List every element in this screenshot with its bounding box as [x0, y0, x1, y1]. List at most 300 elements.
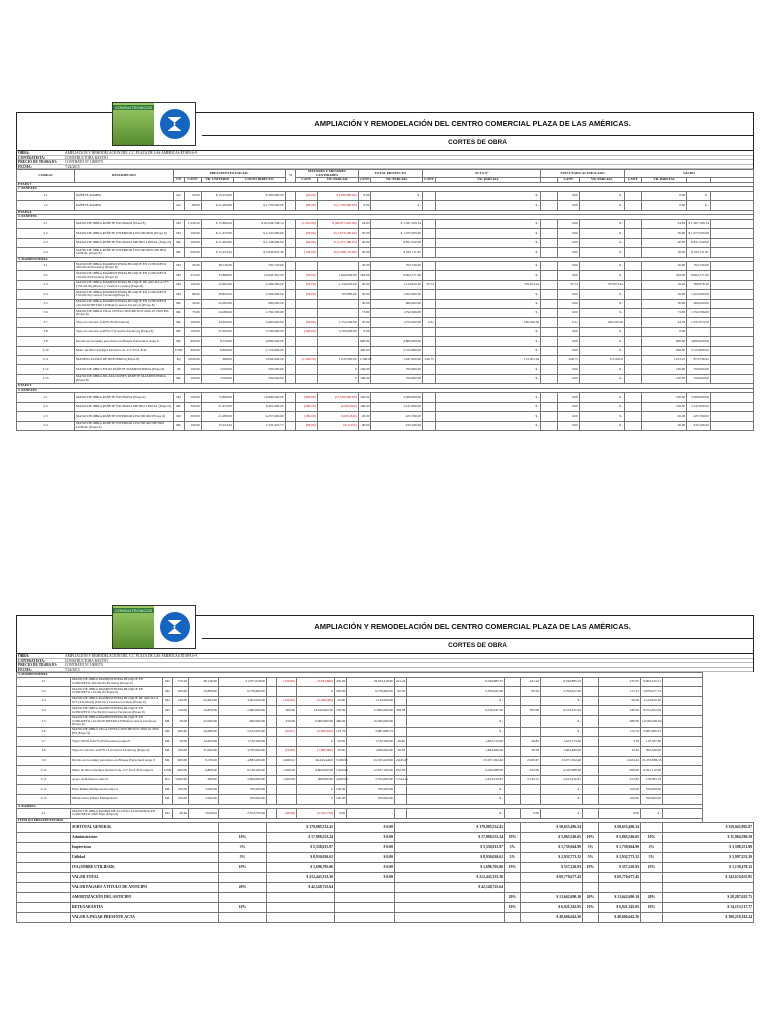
direct-cost: 762,720.00: [233, 262, 285, 271]
unit: ML: [163, 727, 173, 737]
quantity: 200.00: [173, 687, 189, 697]
spacer: [505, 687, 521, 697]
col-cant: CANT.: [184, 178, 201, 183]
executed-quantity: 0.00: [558, 248, 579, 257]
delta-quantity: (100.00): [277, 696, 297, 706]
pct: [267, 794, 277, 804]
table-row: [17, 794, 754, 804]
spacer: [624, 290, 641, 299]
summary-changes: $ 0.00: [335, 873, 395, 883]
summary-pct: [219, 913, 267, 923]
summary-pct: 20%: [219, 883, 267, 893]
projected-quantity: 1,500.00: [358, 356, 371, 365]
balance-value: $ -: [641, 809, 663, 819]
delta-quantity: [296, 365, 317, 374]
unit-price: 3,500.00: [189, 785, 219, 795]
sheet-page-2: [16, 608, 754, 1015]
direct-cost: 1,525,423.73: [233, 421, 285, 430]
executed-value: $ -: [579, 374, 624, 383]
quantity: 100.00: [184, 327, 201, 336]
pct: [285, 238, 296, 247]
balance-quantity: 480.00: [599, 715, 641, 727]
item-code: 3.4: [17, 706, 71, 716]
quantity: 30.00: [184, 299, 201, 308]
acta-quantity: 246.75: [423, 356, 436, 365]
acta-value: $ -: [435, 393, 540, 402]
table-row: [17, 346, 754, 355]
projected-quantity: 100.00: [335, 785, 347, 795]
unit: UND: [173, 346, 184, 355]
item-code: 2.1: [17, 393, 75, 402]
unit: M2: [173, 271, 184, 280]
acta-quantity: [423, 412, 436, 421]
quantity: 120.00: [173, 706, 189, 716]
item-description: MANEJO ACERO DE REFUERZO (Etapa 8): [75, 356, 174, 365]
section-label: 7. PAÑETES: [17, 187, 754, 192]
projected-value: 2,792,000.00: [347, 775, 395, 785]
spacer: [710, 327, 753, 336]
balance-value: 2,981,980.23: [641, 727, 663, 737]
item-description: Viga en concreto 0,40*0,15 (Cuartos Técnicos) (Etapa 8): [75, 327, 174, 336]
unit: ML: [173, 327, 184, 336]
executed-quantity: 0.00: [558, 337, 579, 346]
balance-quantity: 24.83: [642, 219, 687, 228]
section-label: ETAPA 9: [17, 384, 754, 389]
balance-quantity: 235.05: [599, 677, 641, 687]
projected-value: 8,962,371.00: [371, 271, 423, 280]
acta-value: $ -: [435, 248, 540, 257]
table-row: [17, 219, 754, 228]
item-description: MANO DE OBRA MAMPOSTERIA BLOQUE EN CONCRETO 15x19x19 (Cuartos Técnicos)(Etapa 8): [75, 290, 174, 299]
summary-label: Utilidad: [71, 853, 219, 863]
balance-value: 610,169.49: [687, 421, 711, 430]
unit: ML: [163, 785, 173, 795]
spacer: [663, 756, 703, 766]
summary-executed: [599, 883, 641, 893]
item-description: MANO DE OBRA MAMPOSTERIA BLOQUE EN CONCRETO 14x19x39 METRO LINEAL(Cuartos Técnicos) (Etapa 8): [75, 299, 174, 308]
unit-price: 33,898.00: [201, 271, 233, 280]
col-vr-parcial: VR. PARCIAL: [435, 178, 540, 183]
unit: ML: [173, 318, 184, 327]
direct-cost: 660,000.00: [233, 299, 285, 308]
page-title: AMPLIACIÓN Y REMODELACIÓN DEL CENTRO COMERCIAL PLAZA DE LAS AMÉRICAS.: [314, 118, 631, 128]
item-code: 3.2: [17, 271, 75, 280]
spacer: [710, 238, 753, 247]
unit: ML: [173, 421, 184, 430]
delta-quantity: (100.00): [296, 327, 317, 336]
summary-changes: [335, 883, 395, 893]
acta-quantity: [395, 809, 407, 819]
acta-quantity: [423, 262, 436, 271]
table-row: [17, 775, 754, 785]
summary-row: [17, 833, 754, 843]
unit-price: $ 15,890.00: [201, 219, 233, 228]
quantity: 100.00: [184, 318, 201, 327]
col-total-proyectado: TOTAL PROYECTO: [358, 170, 422, 178]
balance-value: 350,000.00: [641, 794, 663, 804]
col-costo-directo: COSTO DIRECTO: [233, 178, 285, 183]
item-code: 2.3: [17, 238, 75, 247]
item-description: MANO DE OBRA MAMPOSTERIA BLOQUE DE ARCILLA N°5 (33x19x19) (Ductos y Cuartos Locales) (Etapa 9): [71, 696, 163, 706]
direct-cost: 350,000.00: [219, 785, 267, 795]
unit-price: 24,286.00: [201, 309, 233, 318]
balance-value: 385,540.00: [641, 746, 663, 756]
acta-value: $ -: [435, 201, 540, 210]
balance-quantity: 122.79: [599, 727, 641, 737]
projected-quantity: 73.80: [358, 309, 371, 318]
spacer: [541, 271, 558, 280]
info-value: 7/24/2015: [65, 164, 80, 169]
spacer: [710, 346, 753, 355]
balance-value: 3,389,000.00: [687, 393, 711, 402]
unit: ML: [173, 248, 184, 257]
acta-value: $ -: [435, 229, 540, 238]
info-key: FECHA:: [18, 667, 32, 672]
item-description: MANO DE OBRA PAÑETE FACHADA METRO LINEAL (Etapa 8): [75, 238, 174, 247]
projected-value: 45,325,249.90: [347, 756, 395, 766]
direct-cost: $ 2,147,000.00: [233, 229, 285, 238]
acta-value: $ -: [407, 809, 505, 819]
balance-quantity: 0.00: [642, 191, 687, 200]
item-description: MANO DE OBRA VIGA CINTA CONCRETO 0.20x0.10 2500 PSI (Etapa 9): [71, 727, 163, 737]
projected-value: 4,882,000.00: [371, 337, 423, 346]
balance-quantity: 100.00: [642, 365, 687, 374]
pct: [285, 271, 296, 280]
projected-quantity: 400.00: [358, 346, 371, 355]
balance-quantity: 50.00: [642, 229, 687, 238]
summary-projected: $ 42,148,725.64: [395, 883, 505, 893]
col-cant: CANT: [424, 177, 434, 182]
acta-value: $ -: [435, 309, 540, 318]
sheet-header: [16, 105, 754, 150]
unit: M2: [173, 393, 184, 402]
acta-quantity: [423, 327, 436, 336]
acta-quantity: [423, 229, 436, 238]
executed-value: 172,203.6: [579, 356, 624, 365]
spacer: [583, 794, 599, 804]
summary-balance: [663, 883, 754, 893]
executed-quantity: 0.00: [558, 262, 579, 271]
quantity: 80.00: [184, 201, 201, 210]
spacer: [583, 737, 599, 747]
unit-price: 38,136.00: [189, 677, 219, 687]
unit-price: 6,809.00: [189, 766, 219, 776]
delta-value: $ (305,080.00): [317, 191, 358, 200]
quantity: 576.29: [173, 677, 189, 687]
executed-quantity: [521, 785, 541, 795]
summary-pct: [219, 893, 267, 903]
unit: KG: [163, 775, 173, 785]
summary-pct: [219, 823, 267, 833]
balance-quantity: 20.00: [642, 412, 687, 421]
balance-value: 350,000.00: [687, 374, 711, 383]
balance-value: 178,583.19: [641, 775, 663, 785]
delta-value: -: [317, 337, 358, 346]
spacer: [624, 229, 641, 238]
balance-quantity: 264.00: [642, 271, 687, 280]
unit-price: 3,500.00: [189, 794, 219, 804]
page-title: AMPLIACIÓN Y REMODELACIÓN DEL CENTRO COMERCIAL PLAZA DE LAS AMÉRICAS.: [314, 621, 631, 631]
delta-quantity: 1,000.00: [277, 775, 297, 785]
delta-quantity: 600.00: [277, 706, 297, 716]
acta-value: $ -: [435, 412, 540, 421]
spacer: [541, 299, 558, 308]
unit-price: 698.00: [201, 356, 233, 365]
col-cant: CANT.: [359, 177, 370, 182]
direct-cost: 3,403,950.00: [219, 696, 267, 706]
spacer: [663, 746, 703, 756]
spacer: [541, 238, 558, 247]
direct-cost: 2,982,000.00: [219, 706, 267, 716]
spacer: [663, 687, 703, 697]
unit: ML: [173, 238, 184, 247]
spacer: [505, 727, 521, 737]
item-code: 3.9: [17, 756, 71, 766]
unit-price: 6,809.00: [201, 346, 233, 355]
item-description: Dovela en Grouting para muro en Bloque Estructural etapa 8: [75, 337, 174, 346]
delta-value: 0: [317, 374, 358, 383]
delta-value: 14,910,000.00: [297, 706, 335, 716]
item-code: 3.12: [17, 785, 71, 795]
acta-value: $ -: [435, 421, 540, 430]
item-code: 3.13: [17, 374, 75, 383]
balance-value: $ 851,520.00: [687, 238, 711, 247]
summary-pct: 10%: [219, 903, 267, 913]
executed-quantity: 0.00: [558, 299, 579, 308]
delta-value: -: [317, 262, 358, 271]
spacer: [583, 756, 599, 766]
spacer: [710, 219, 753, 228]
section-label: ETAPA 8: [17, 210, 754, 215]
info-value: CONTRATO N° 1008579: [65, 663, 103, 667]
spacer: [541, 374, 558, 383]
spacer: [663, 727, 703, 737]
item-code: 3.10: [17, 766, 71, 776]
item-description: MANO DE OBRA VIGA CINTA CONCRETO 0.20x0.10 2500 PSI (Etapa 8): [75, 309, 174, 318]
balance-value: -: [687, 327, 711, 336]
balance-quantity: 50.00: [599, 696, 641, 706]
balance-quantity: 44.79: [642, 318, 687, 327]
acta-value: $ -: [435, 374, 540, 383]
executed-value: $ -: [541, 715, 583, 727]
spacer: [710, 365, 753, 374]
balance-value: 3,979,977.74: [641, 687, 663, 697]
balance-quantity: 255.85: [599, 775, 641, 785]
executed-quantity: 383.08: [521, 706, 541, 716]
acta-value: $ -: [407, 696, 505, 706]
item-description: MANO DE OBRA PAÑETE INTERIOR LISO MUROS METRO LINEAL (Etapa 8): [75, 248, 174, 257]
summary-balance-pct: 3%: [641, 843, 663, 853]
quantity: 1,230.43: [184, 219, 201, 228]
delta-quantity: [277, 687, 297, 697]
unit: ML: [163, 737, 173, 747]
spacer: [624, 402, 641, 411]
col-descripcion: DESCRIPCION: [75, 170, 174, 183]
balance-value: 2,723,600.00: [687, 346, 711, 355]
direct-cost: 16,990,000.00: [233, 393, 285, 402]
delta-value: (3,831,840): [317, 412, 358, 421]
spacer: [541, 365, 558, 374]
summary-projected: [395, 913, 505, 923]
executed-quantity: 0.00: [558, 229, 579, 238]
acta-value: 1,464,460.00: [407, 746, 505, 756]
executed-quantity: [521, 696, 541, 706]
quantity: 300.00: [184, 402, 201, 411]
table-row: [17, 271, 754, 280]
quantity: 73.80: [184, 309, 201, 318]
acta-value: $ -: [435, 191, 540, 200]
acta-value: 6,345,988.00: [407, 766, 505, 776]
unit: ML: [163, 746, 173, 756]
quantity: 100.00: [184, 365, 201, 374]
projected-quantity: 480.00: [335, 715, 347, 727]
projected-value: 1,732,500.00: [347, 737, 395, 747]
summary-exec-pct: 10%: [583, 833, 599, 843]
summary-row: [17, 883, 754, 893]
item-code: 3.9: [17, 337, 75, 346]
item-code: 3.7: [17, 737, 71, 747]
balance-quantity: 0.00: [599, 809, 641, 819]
table-row: [17, 201, 754, 210]
unit: m2: [173, 201, 184, 210]
delta-value: -: [317, 299, 358, 308]
spacer: [541, 290, 558, 299]
info-value: CONSTRUCTORA RAYITO: [65, 155, 108, 160]
quantity: 100.00: [184, 374, 201, 383]
summary-spacer: [17, 893, 71, 903]
summary-balance: $ 119,045,965.87: [663, 823, 754, 833]
summary-acta: $ 2,932,773.32: [521, 853, 583, 863]
unit: M2: [173, 290, 184, 299]
summary-balance-pct: [641, 873, 663, 883]
summary-balance-pct: 10%: [641, 903, 663, 913]
unit: ML: [173, 337, 184, 346]
summary-row: [17, 853, 754, 863]
spacer: [663, 775, 703, 785]
executed-value: 180,526.50: [579, 318, 624, 327]
unit: ML: [173, 402, 184, 411]
delta-value: (13,595,000.00): [317, 393, 358, 402]
delta-quantity: [296, 262, 317, 271]
item-description: MANO DE OBRA MAMPOSTERIA BLOQUE EN CONCRETO 39x19x19 (Escalera) (Etapa 8): [75, 262, 174, 271]
acta-quantity: [423, 393, 436, 402]
projected-value: 1,134,650.00: [347, 696, 395, 706]
table-row: [17, 746, 754, 756]
executed-value: $ -: [579, 201, 624, 210]
summary-balance: $ 142,674,655.85: [663, 873, 754, 883]
direct-cost: 4,882,000.00: [233, 337, 285, 346]
item-description: Viga en concreto 0,40*0,15 (Cuartos Técnicos) (Etapa 9): [71, 746, 163, 756]
spacer: [583, 706, 599, 716]
balance-value: 1,134,650.00: [641, 696, 663, 706]
summary-acta: $ 6,921,345.05: [521, 903, 583, 913]
quantity: 100.00: [173, 794, 189, 804]
executed-value: $ -: [541, 727, 583, 737]
balance-quantity: 73.80: [642, 309, 687, 318]
summary-executed: $ 13,642,690.10: [599, 893, 641, 903]
pct: [285, 191, 296, 200]
delta-quantity: (1,205.00): [296, 219, 317, 228]
summary-pct: 19%: [219, 863, 267, 873]
acta-value: 9,519,347.94: [407, 706, 505, 716]
acta-value: 172,203.64: [435, 356, 540, 365]
unit-price: 34,650.00: [189, 737, 219, 747]
summary-balance: $ 28,287,625.73: [663, 893, 754, 903]
spacer: [541, 356, 558, 365]
summary-spacer: [17, 883, 71, 893]
spacer: [624, 412, 641, 421]
direct-cost: 6,779,600.00: [219, 687, 267, 697]
quantity: 100.00: [173, 785, 189, 795]
acta-value: $ -: [435, 290, 540, 299]
item-code: 2.2: [17, 229, 75, 238]
section-label: ETAPA 7: [17, 182, 754, 187]
projected-value: 1,202,900.00: [371, 290, 423, 299]
summary-exec-pct: 19%: [583, 863, 599, 873]
delta-value: $ (1,703,000.00): [317, 201, 358, 210]
projected-quantity: 50.00: [358, 290, 371, 299]
acta-value: $ -: [435, 346, 540, 355]
acta-quantity: [423, 374, 436, 383]
executed-value: 1,464,460.00: [541, 746, 583, 756]
pct: [285, 318, 296, 327]
executed-quantity: 0.00: [558, 346, 579, 355]
delta-value: 1,752,500.00: [317, 318, 358, 327]
spacer: [624, 309, 641, 318]
direct-cost: 3,465,000.00: [233, 318, 285, 327]
item-description: MANO DE OBRA PAÑETE INTERIOR LISO MURO METRO LINEAL (Etapa 9): [75, 421, 174, 430]
spacer: [541, 337, 558, 346]
projected-quantity: 20.00: [358, 412, 371, 421]
spacer: [541, 393, 558, 402]
executed-value: $ -: [541, 696, 583, 706]
unit: M2: [163, 677, 173, 687]
summary-changes: $ 0.00: [335, 823, 395, 833]
summary-label: Administración: [71, 833, 219, 843]
pct: [267, 775, 277, 785]
pct: [285, 219, 296, 228]
delta-quantity: [277, 785, 297, 795]
summary-acta: $ 49,606,642.30: [521, 913, 583, 923]
balance-quantity: 30.00: [642, 299, 687, 308]
delta-quantity: (50.00): [277, 746, 297, 756]
summary-budget: $ 1,696,705.06: [267, 863, 335, 873]
col-mayores: MAYORES Y MENORES CANTIDADES: [296, 170, 358, 178]
table-row: [17, 677, 754, 687]
executed-value: $ -: [579, 262, 624, 271]
projected-quantity: 200.00: [335, 687, 347, 697]
delta-value: 703,980.00: [317, 290, 358, 299]
sheet-page-1: [16, 105, 754, 486]
unit-price: 35,000.0: [189, 809, 219, 819]
summary-row: [17, 893, 754, 903]
summary-projected: $ 8,930,026.62: [395, 853, 505, 863]
delta-value: 0: [317, 365, 358, 374]
delta-value: 6,809,000.00: [297, 766, 335, 776]
summary-acta-pct: 19%: [505, 863, 521, 873]
spacer: [583, 746, 599, 756]
projected-quantity: 0.00: [358, 327, 371, 336]
acta-quantity: [395, 794, 407, 804]
direct-cost: 3,700,000.00: [219, 746, 267, 756]
delta-value: 0: [297, 737, 335, 747]
projected-value: 2,981,980.23: [347, 727, 395, 737]
unit-price: 21,280.00: [201, 412, 233, 421]
col-saldo: SALDO: [624, 170, 753, 178]
unit: ML: [163, 794, 173, 804]
quantity: 20.00: [184, 262, 201, 271]
section-label: ITEM NO PRESUPUESTADO: [17, 818, 703, 823]
